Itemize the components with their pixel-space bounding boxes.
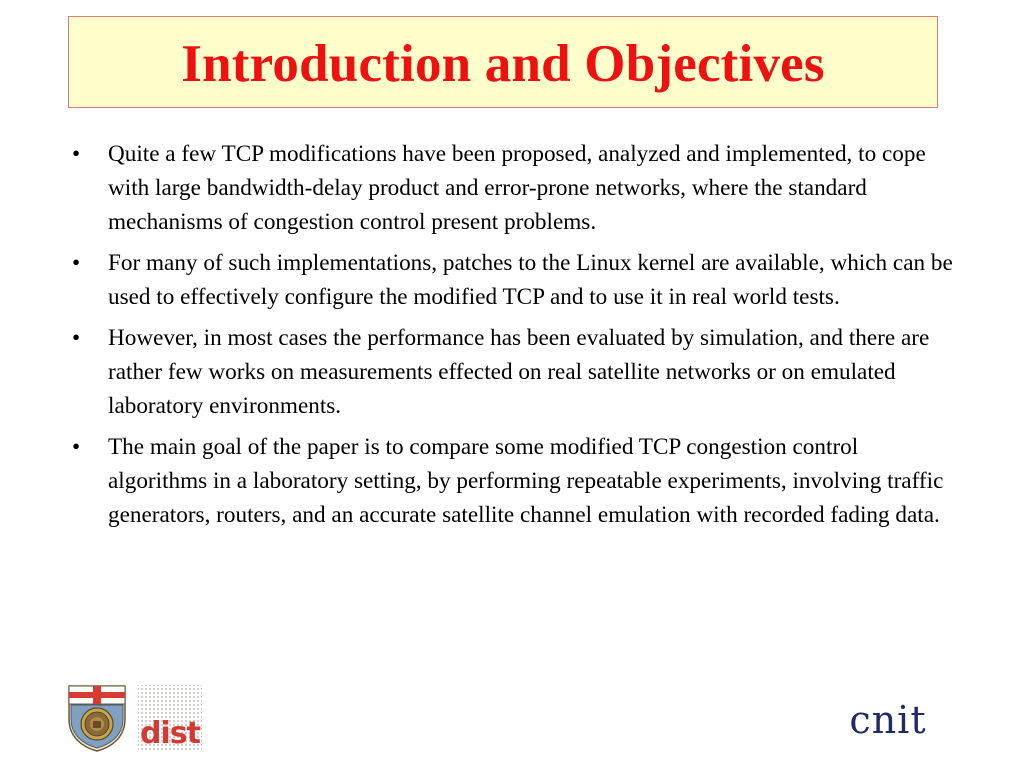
bullet-icon: • [72,250,81,276]
cnit-logo [838,695,938,745]
cnit-logo-text: cnit [849,698,927,742]
bullet-icon: • [72,325,81,351]
title-box [68,16,938,108]
bullet-text: However, in most cases the performance has been evaluated by simulation, and there are rather few works on measurements effected on real satellite networks or on emulated laboratory environments. [108,325,930,419]
bullet-item [70,137,960,239]
bullet-item [70,321,960,423]
bullet-list [70,137,960,539]
slide-title: Introduction and Objectives [181,34,825,93]
bullet-item [70,246,960,314]
university-seal-logo [66,683,128,753]
bullet-text: For many of such implementations, patches to the Linux kernel are available, which can be used to effectively configure the modified TCP and to use it in real world tests. [108,250,953,310]
bullet-icon: • [72,434,81,460]
dist-logo [136,683,204,753]
bullet-text: The main goal of the paper is to compare some modified TCP congestion control algorithms in a laboratory setting, by performing repeatable experiments, involving traffic generators, routers, and an accurate satellite channel emulation with recorded fading data. [108,434,944,528]
bullet-text: Quite a few TCP modifications have been proposed, analyzed and implemented, to cope with large bandwidth-delay product and error-prone networks, where the standard mechanisms of congestion control present problems. [108,141,926,235]
dist-logo-text: dist [140,716,200,751]
bullet-item [70,430,960,532]
bullet-icon: • [72,141,81,167]
